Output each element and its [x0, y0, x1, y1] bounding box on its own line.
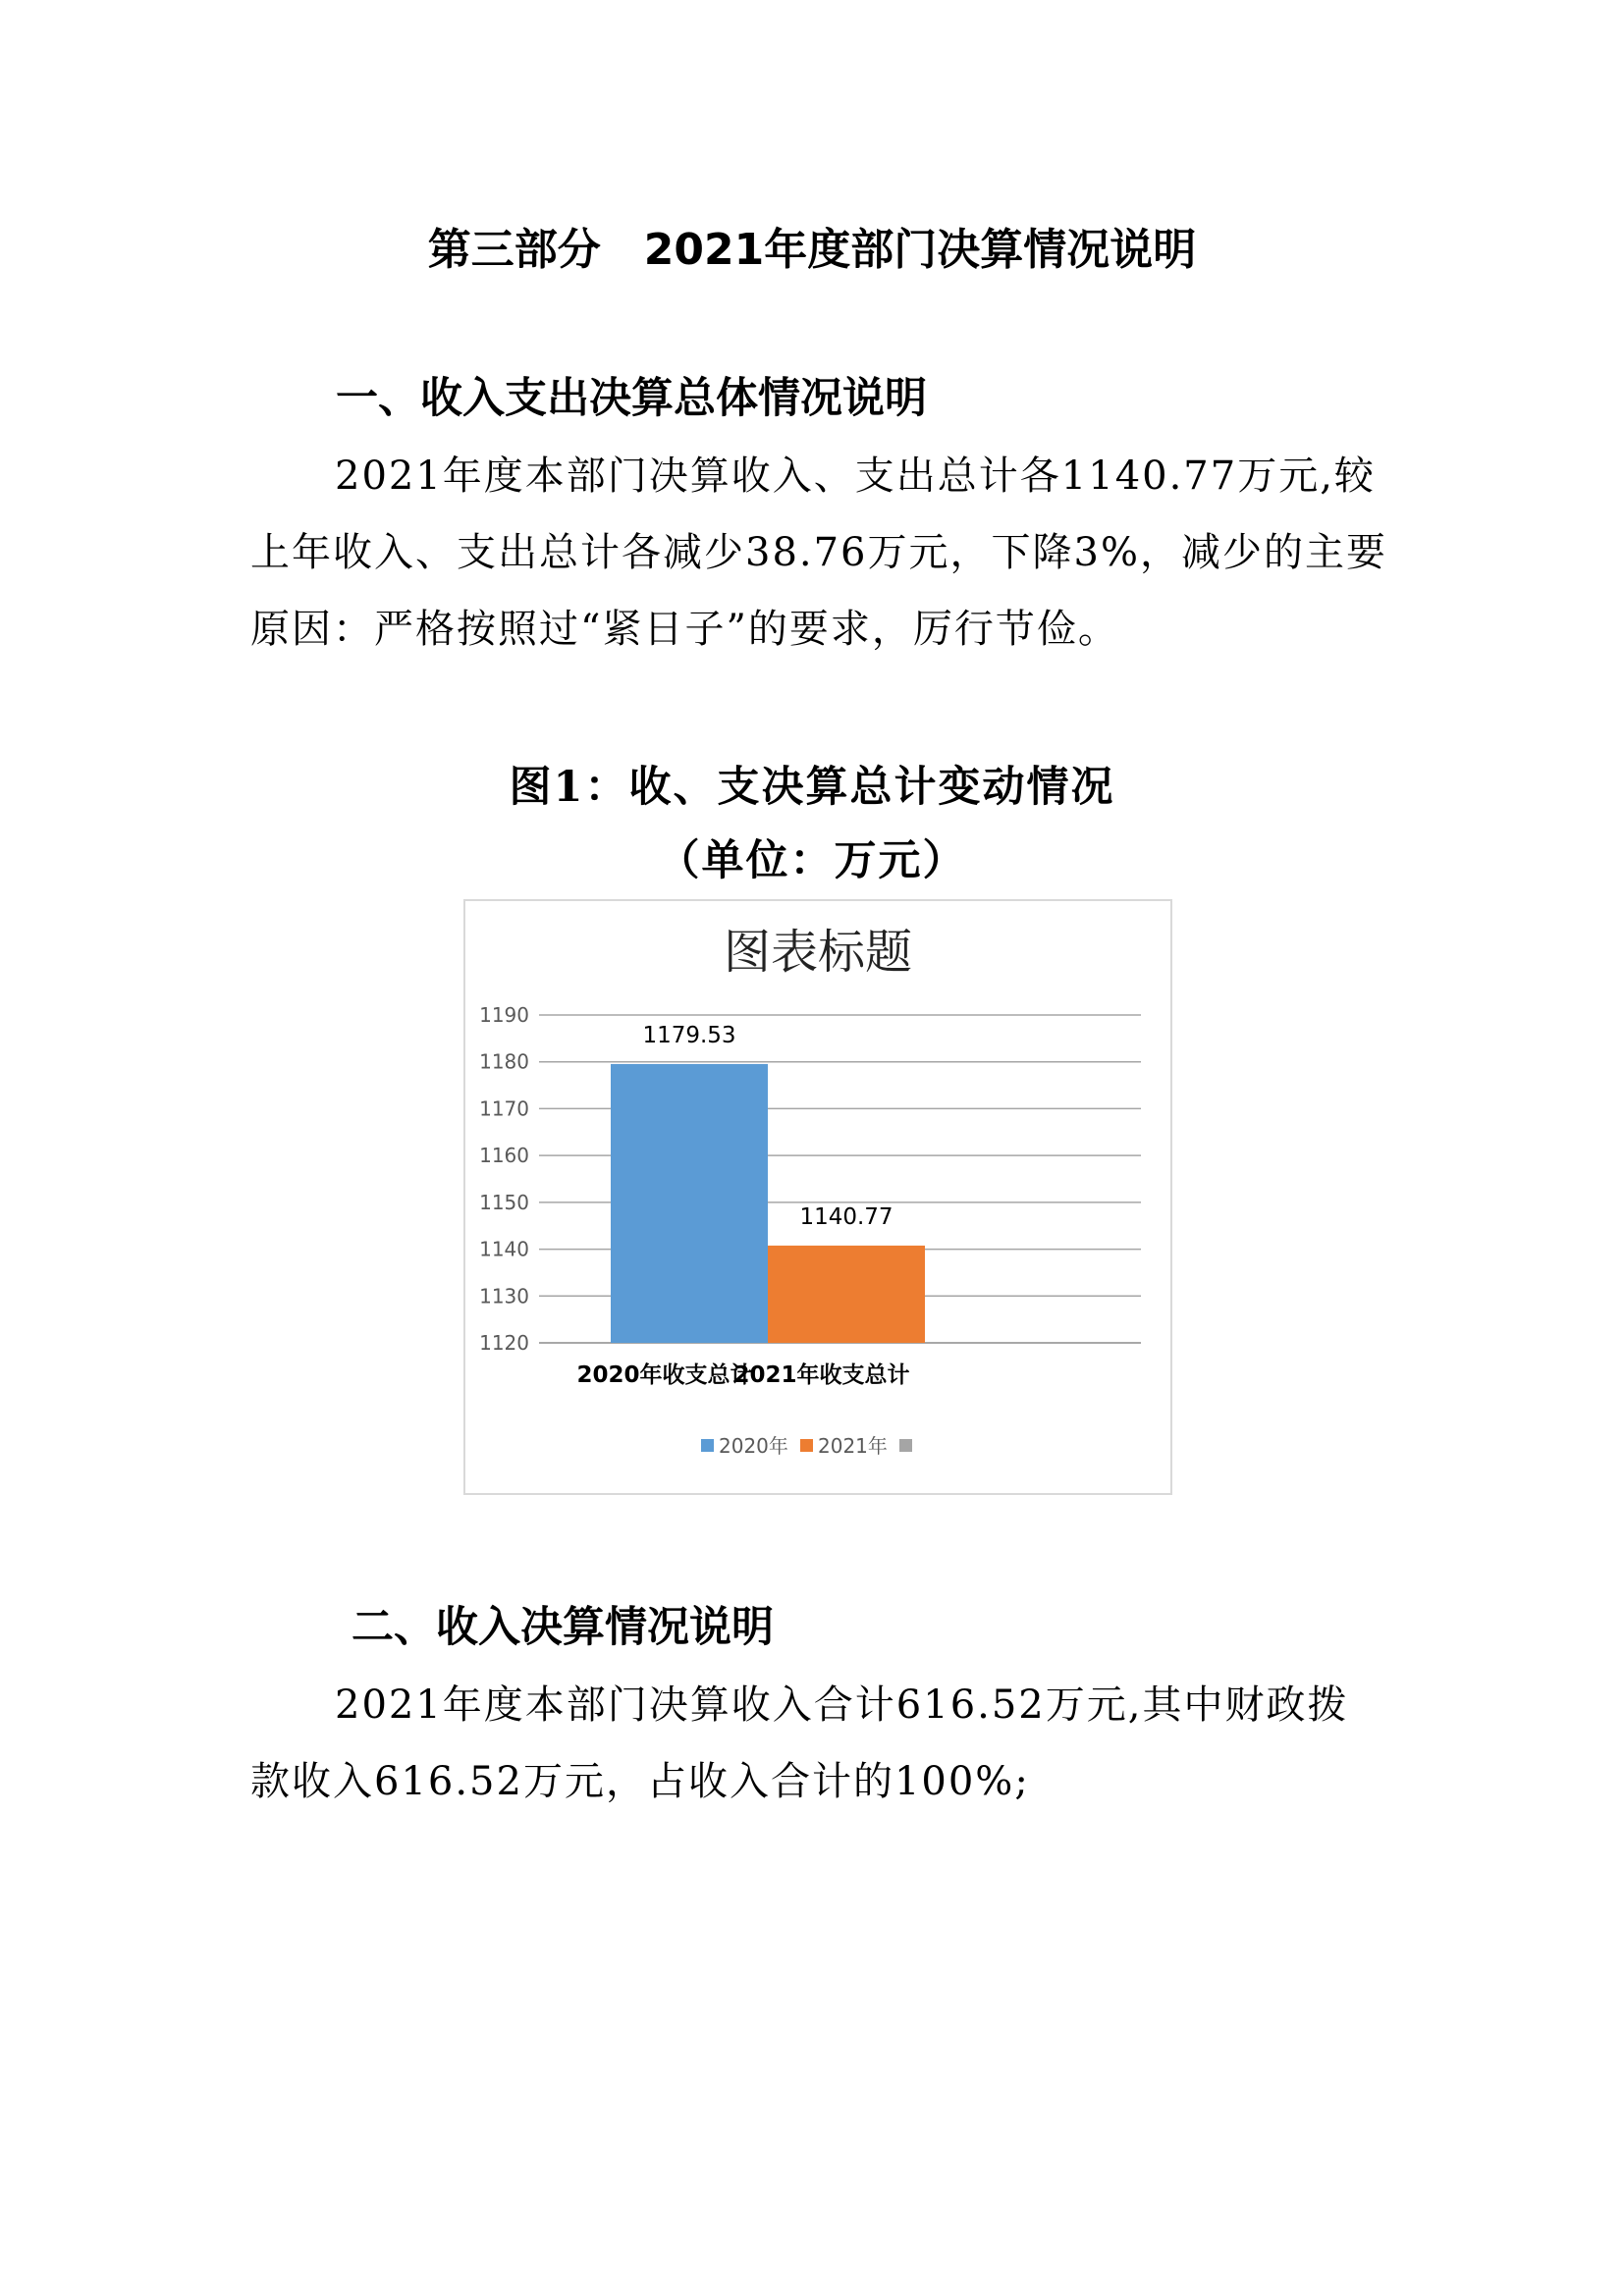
legend — [701, 1434, 912, 1458]
legend-swatch — [701, 1439, 714, 1452]
y-tick-label: 1190 — [479, 1003, 529, 1027]
figure-unit: （单位：万元） — [657, 836, 967, 885]
legend-label: 2020年 — [719, 1434, 788, 1458]
figure-caption: 图1：收、支决算总计变动情况 — [509, 763, 1115, 812]
category-label: 2021年收支总计 — [733, 1362, 910, 1388]
bar-chart — [463, 899, 1172, 1495]
y-tick-label: 1180 — [479, 1049, 529, 1074]
y-tick-label: 1160 — [479, 1144, 529, 1168]
category-label: 2020年收支总计 — [576, 1362, 753, 1388]
section-1-paragraph: 2021年度本部门决算收入、支出总计各1140.77万元,较上年收入、支出总计各减少38.76万元，下降3%，减少的主要原因：严格按照过“紧日子”的要求，厉行节俭。 — [250, 454, 1387, 652]
legend-swatch — [800, 1439, 813, 1452]
category-labels — [576, 1362, 909, 1388]
legend-swatch — [899, 1439, 912, 1452]
y-tick-label: 1170 — [479, 1096, 529, 1121]
section-1-heading: 一、收入支出决算总体情况说明 — [336, 374, 927, 423]
y-axis-ticks — [479, 1003, 529, 1355]
section-2-paragraph: 2021年度本部门决算收入合计616.52万元,其中财政拨款收入616.52万元，占收入合计的100%; — [250, 1682, 1349, 1804]
y-tick-label: 1120 — [479, 1331, 529, 1355]
data-label: 1179.53 — [642, 1022, 736, 1048]
legend-label: 2021年 — [818, 1434, 888, 1458]
page-title: 第三部分 2021年度部门决算情况说明 — [427, 225, 1197, 275]
chart-title: 图表标题 — [723, 925, 913, 980]
y-tick-label: 1150 — [479, 1190, 529, 1214]
y-tick-label: 1130 — [479, 1284, 529, 1308]
bar-chart-svg — [465, 901, 1170, 1493]
bar-1 — [611, 1064, 768, 1343]
section-2-heading: 二、收入决算情况说明 — [352, 1603, 774, 1652]
data-label: 1140.77 — [799, 1203, 893, 1230]
bar-2 — [768, 1246, 925, 1343]
y-tick-label: 1140 — [479, 1237, 529, 1261]
